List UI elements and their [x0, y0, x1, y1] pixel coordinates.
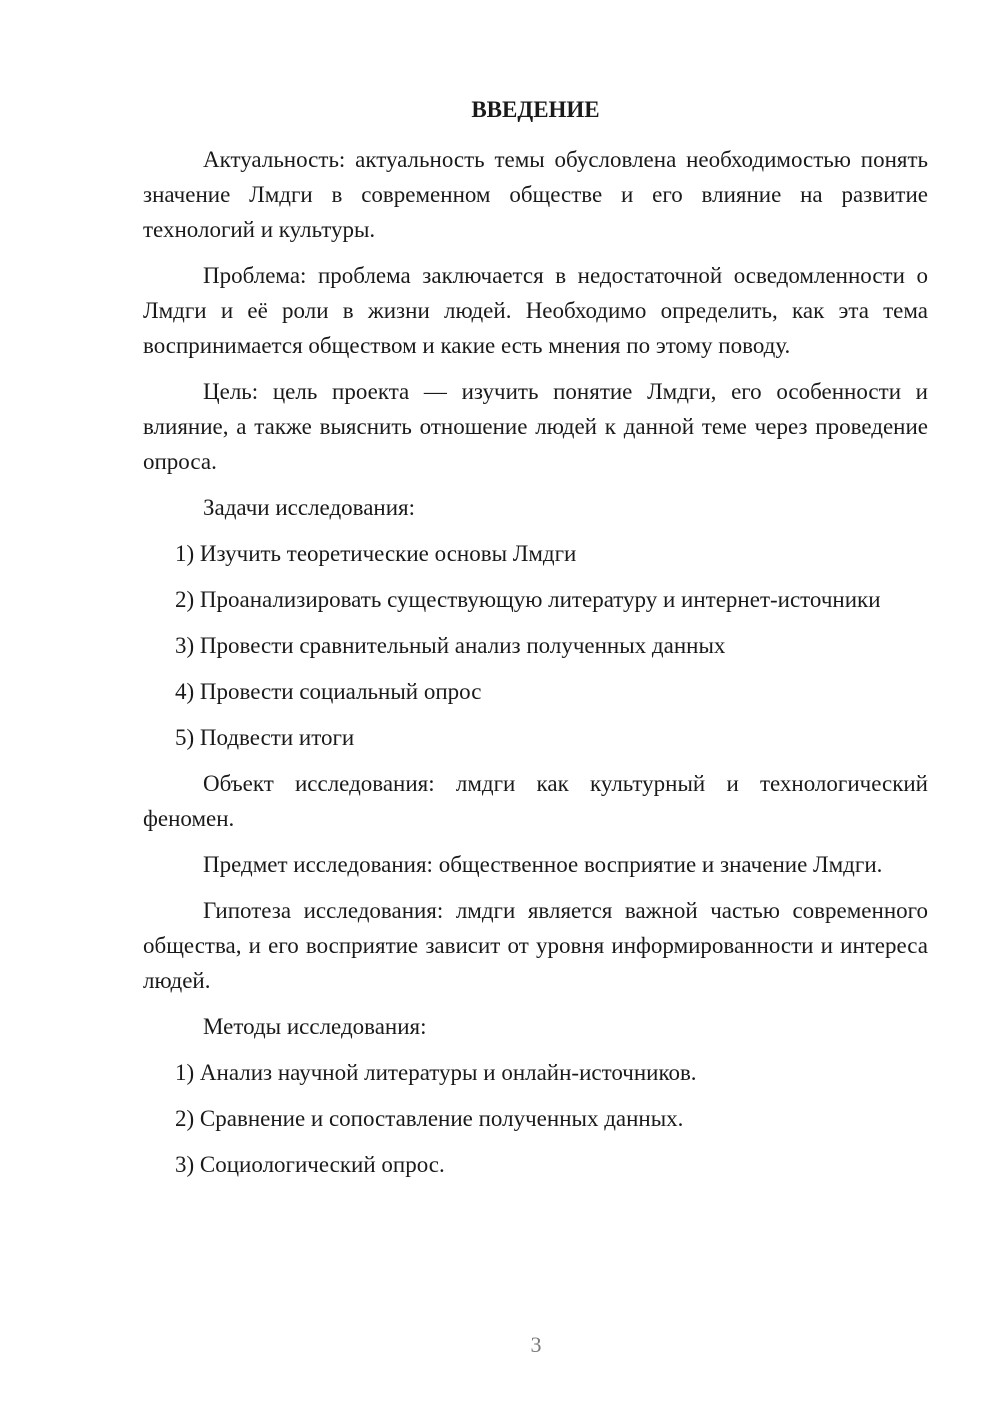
task-item: 2) Проанализировать существующую литературу и интернет-источники	[175, 587, 881, 612]
goal-paragraph: Цель: цель проекта — изучить понятие Лмдги, его особенности и влияние, а также выяснить отношение людей к данной теме через проведение опроса.	[143, 379, 928, 474]
task-item: 4) Провести социальный опрос	[175, 679, 482, 704]
tasks-heading: Задачи исследования:	[203, 495, 416, 520]
document-body	[143, 92, 928, 1193]
section-title: ВВЕДЕНИЕ	[471, 97, 600, 122]
method-item: 2) Сравнение и сопоставление полученных данных.	[175, 1106, 684, 1131]
page-number: 3	[530, 1332, 542, 1357]
task-item: 3) Провести сравнительный анализ полученных данных	[175, 633, 726, 658]
task-item: 1) Изучить теоретические основы Лмдги	[175, 541, 577, 566]
method-item: 3) Социологический опрос.	[175, 1152, 445, 1177]
method-item: 1) Анализ научной литературы и онлайн-источников.	[175, 1060, 697, 1085]
actuality-paragraph: Актуальность: актуальность темы обусловлена необходимостью понять значение Лмдги в современном обществе и его влияние на развитие технологий и культуры.	[143, 147, 928, 242]
task-item: 5) Подвести итоги	[175, 725, 355, 750]
object-paragraph: Объект исследования: лмдги как культурный и технологический феномен.	[143, 771, 928, 831]
hypothesis-paragraph: Гипотеза исследования: лмдги является важной частью современного общества, и его восприятие зависит от уровня информированности и интереса людей.	[143, 898, 928, 993]
methods-heading: Методы исследования:	[203, 1014, 427, 1039]
problem-paragraph: Проблема: проблема заключается в недостаточной осведомленности о Лмдги и её роли в жизни людей. Необходимо определить, как эта тема воспринимается обществом и какие есть мнения по этому поводу.	[143, 263, 928, 358]
subject-paragraph: Предмет исследования: общественное восприятие и значение Лмдги.	[203, 852, 883, 877]
